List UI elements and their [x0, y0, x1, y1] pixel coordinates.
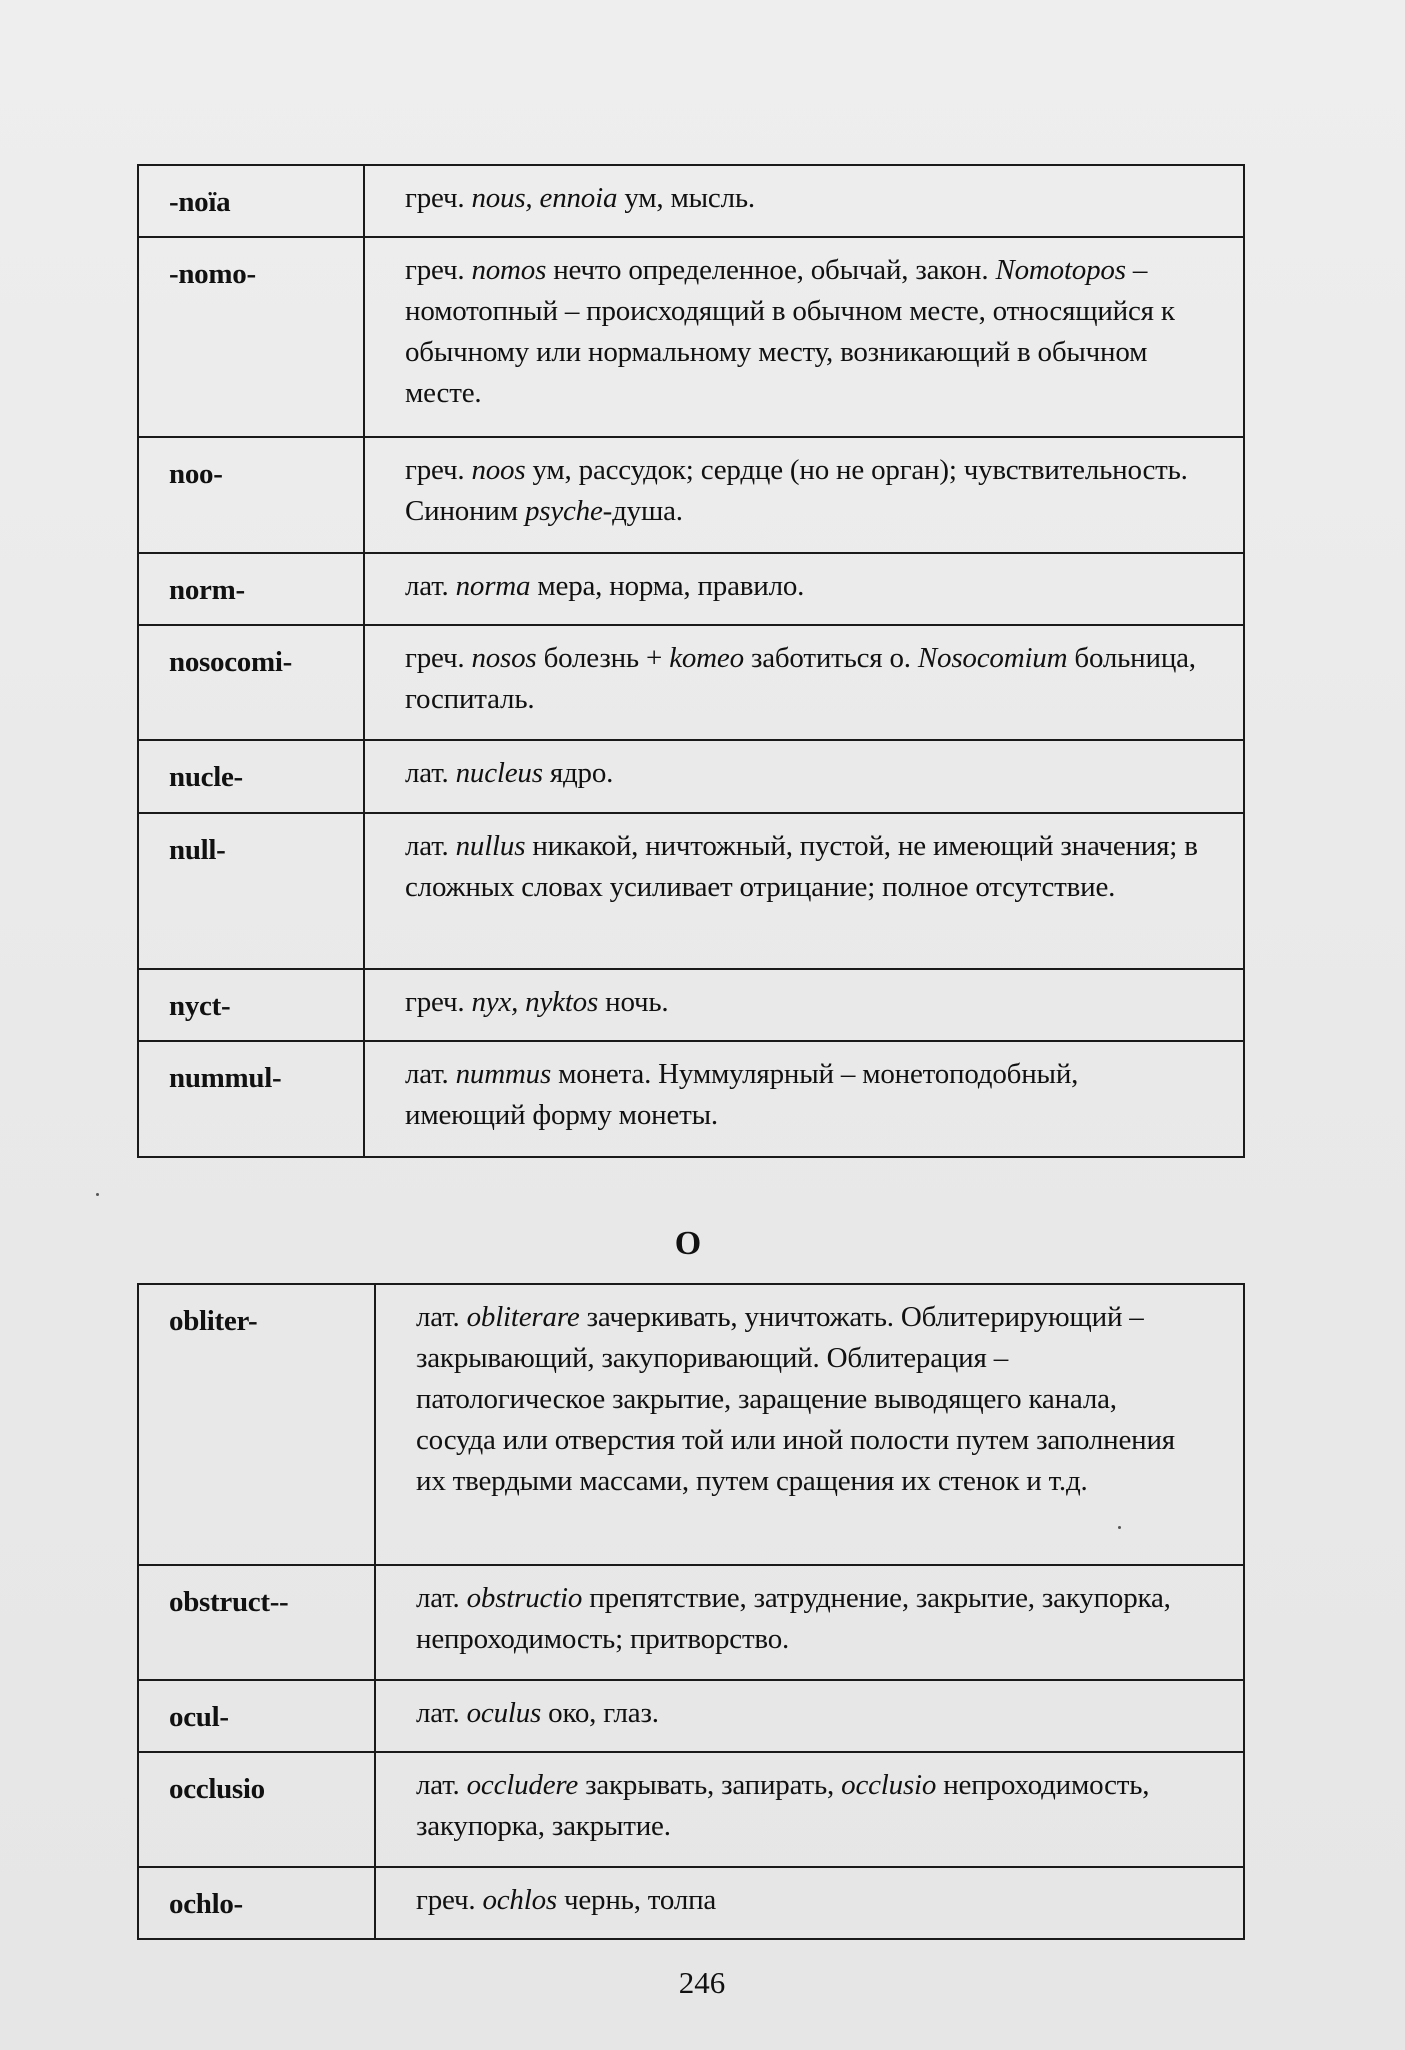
definition-cell — [364, 553, 1244, 625]
definition-cell — [364, 969, 1244, 1041]
definition-cell — [375, 1680, 1244, 1752]
definition-cell — [364, 237, 1244, 437]
dictionary-row — [138, 1867, 1244, 1939]
italic-word: obliterare — [466, 1301, 580, 1333]
definition-text: препятствие, затруднение, закрытие, закупорка, непроходимость; притворство. — [416, 1582, 1171, 1655]
term-cell: nyct- — [138, 969, 364, 1041]
term-cell: nucle- — [138, 740, 364, 813]
section-letter: О — [674, 1225, 702, 1262]
definition-text: никакой, ничтожный, пустой, не имеющий значения; в сложных словах усиливает отрицание; полное отсутствие. — [405, 830, 1198, 903]
definition-text: – номотопный – происходящий в обычном месте, относящийся к обычному или нормальному месту, возникающий в обычном месте. — [405, 254, 1175, 409]
definition-text: больница, госпиталь. — [405, 642, 1196, 715]
italic-word: ochlos — [482, 1884, 557, 1916]
italic-word: obstructio — [466, 1582, 583, 1614]
scan-speck — [1118, 1526, 1121, 1529]
definition-text: греч. — [405, 986, 472, 1018]
page-number: 246 — [678, 1965, 726, 2000]
italic-word: nummus — [455, 1058, 552, 1090]
italic-word: nosos — [471, 642, 537, 674]
dictionary-row — [138, 437, 1244, 553]
term-cell: noo- — [138, 437, 364, 553]
dictionary-row — [138, 625, 1244, 740]
term-cell: nosocomi- — [138, 625, 364, 740]
term-cell: -noïa — [138, 165, 364, 237]
italic-word: norma — [455, 570, 531, 602]
definition-text: заботиться о. — [743, 642, 918, 674]
definition-text: нечто определенное, обычай, закон. — [546, 254, 996, 286]
definition-cell — [375, 1752, 1244, 1867]
term-cell: ocul- — [138, 1680, 375, 1752]
dictionary-row — [138, 740, 1244, 813]
dictionary-row — [138, 813, 1244, 969]
dictionary-row — [138, 165, 1244, 237]
definition-text: закрывать, запирать, — [578, 1769, 842, 1801]
italic-word: noos — [471, 454, 526, 486]
definition-text: ум, мысль. — [617, 182, 755, 214]
definition-text: непроходимость, закупорка, закрытие. — [416, 1769, 1150, 1842]
definition-text: -душа. — [602, 495, 683, 527]
term-cell: nummul- — [138, 1041, 364, 1157]
italic-word: nucleus — [455, 757, 543, 789]
dictionary-table-o — [137, 1283, 1245, 1940]
italic-word: nyx, nyktos — [471, 986, 599, 1018]
italic-word: nous, ennoia — [471, 182, 618, 214]
dictionary-row — [138, 969, 1244, 1041]
definition-cell — [375, 1565, 1244, 1680]
definition-cell — [375, 1867, 1244, 1939]
definition-text: греч. — [405, 254, 472, 286]
italic-word: komeo — [669, 642, 744, 674]
definition-cell — [364, 740, 1244, 813]
term-cell: occlusio — [138, 1752, 375, 1867]
definition-text: лат. — [405, 757, 456, 789]
definition-cell — [364, 813, 1244, 969]
definition-text: лат. — [416, 1697, 467, 1729]
definition-text: греч. — [405, 182, 472, 214]
definition-cell — [364, 1041, 1244, 1157]
definition-text: лат. — [405, 830, 456, 862]
definition-text: чернь, толпа — [556, 1884, 717, 1916]
dictionary-row — [138, 1752, 1244, 1867]
term-cell: obstruct-- — [138, 1565, 375, 1680]
term-cell: -nomo- — [138, 237, 364, 437]
dictionary-row — [138, 1680, 1244, 1752]
definition-cell — [364, 165, 1244, 237]
term-cell: norm- — [138, 553, 364, 625]
term-cell: obliter- — [138, 1284, 375, 1565]
dictionary-row — [138, 553, 1244, 625]
italic-word: occlusio — [841, 1769, 937, 1801]
definition-text: мера, норма, правило. — [530, 570, 805, 602]
italic-word: nomos — [471, 254, 547, 286]
definition-text: болезнь + — [536, 642, 670, 674]
dictionary-row — [138, 1284, 1244, 1565]
definition-text: око, глаз. — [541, 1697, 659, 1729]
definition-text: ночь. — [598, 986, 669, 1018]
definition-text: монета. Нуммулярный – монетоподобный, имеющий форму монеты. — [405, 1058, 1079, 1131]
italic-word: Nomotopos — [995, 254, 1126, 286]
term-cell: null- — [138, 813, 364, 969]
italic-word: oculus — [466, 1697, 542, 1729]
definition-text: греч. — [405, 642, 472, 674]
italic-word: psyche — [524, 495, 603, 527]
definition-text: лат. — [416, 1769, 467, 1801]
definition-text: ум, рассудок; сердце (но не орган); чувствительность. Синоним — [405, 454, 1188, 527]
definition-text: лат. — [405, 570, 456, 602]
dictionary-row — [138, 1565, 1244, 1680]
italic-word: Nosocomium — [917, 642, 1068, 674]
definition-text: греч. — [405, 454, 472, 486]
definition-cell — [364, 437, 1244, 553]
definition-cell — [364, 625, 1244, 740]
definition-text: ядро. — [542, 757, 614, 789]
definition-cell — [375, 1284, 1244, 1565]
term-cell: ochlo- — [138, 1867, 375, 1939]
dictionary-table-n — [137, 164, 1245, 1158]
scan-speck — [96, 1193, 99, 1196]
dictionary-row — [138, 1041, 1244, 1157]
dictionary-row — [138, 237, 1244, 437]
definition-text: зачеркивать, уничтожать. Облитерирующий – закрывающий, закупоривающий. Облитерация – патологическое закрытие, заращение выводящего канала, сосуда или отверстия той или иной полости путем заполнения их твердыми массами, путем сращения их стенок и т.д. — [416, 1301, 1175, 1497]
definition-text: лат. — [416, 1582, 467, 1614]
definition-text: лат. — [405, 1058, 456, 1090]
italic-word: occludere — [466, 1769, 579, 1801]
italic-word: nullus — [455, 830, 526, 862]
definition-text: лат. — [416, 1301, 467, 1333]
definition-text: греч. — [416, 1884, 483, 1916]
